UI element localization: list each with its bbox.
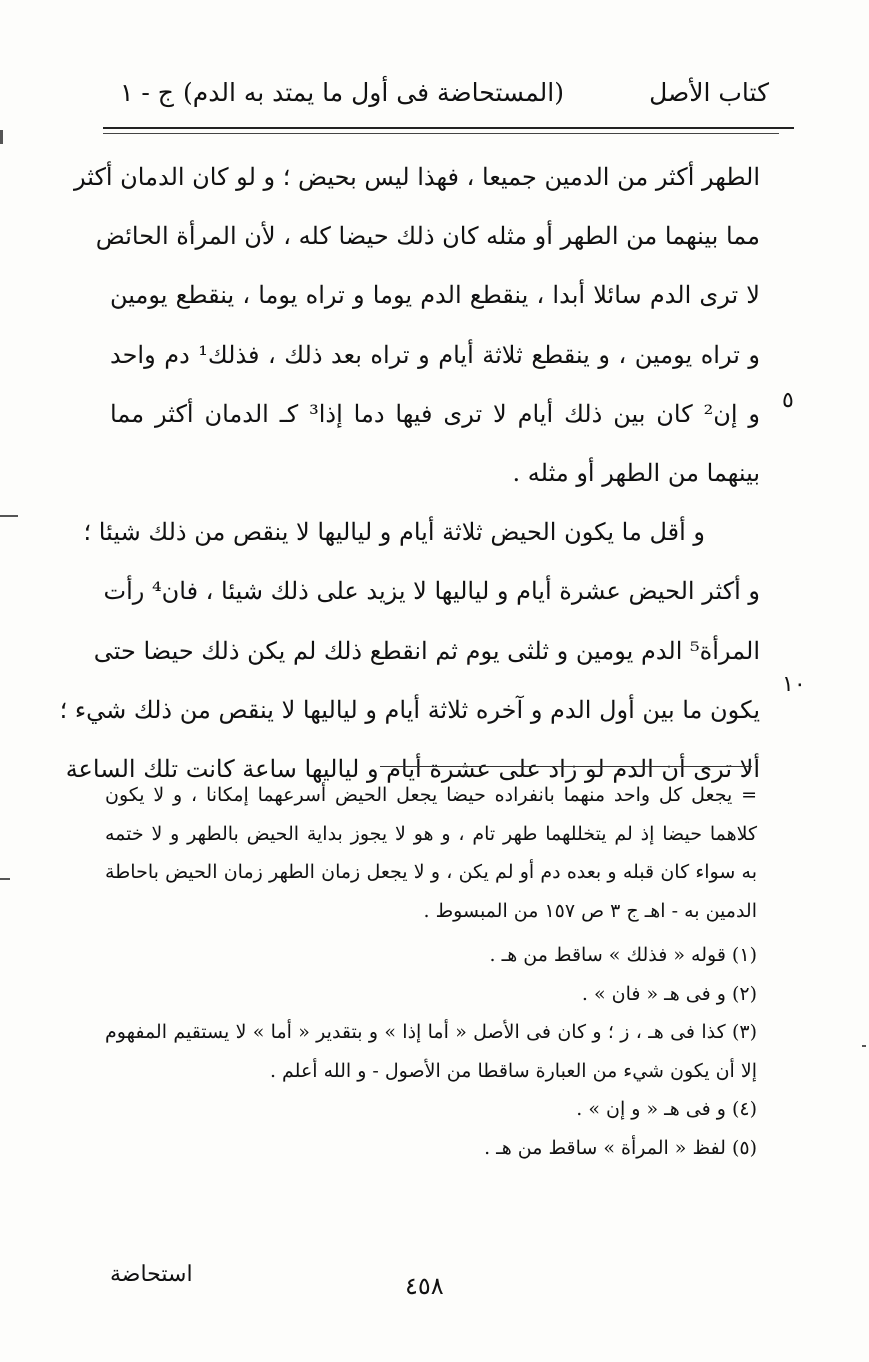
footnote-1: (١) قوله « فذلك » ساقط من هـ . [489,944,757,966]
chapter-title: (المستحاضة فى أول ما يمتد به الدم) [182,78,564,107]
text-line: و تراه يومين ، و ينقطع ثلاثة أيام و تراه بعد ذلك ، فذلك¹ دم واحد [110,340,760,369]
text-line: و أقل ما يكون الحيض ثلاثة أيام و لياليها لا ينقص من ذلك شيئا ؛ [83,518,705,547]
commentary-line: = يجعل كل واحد منهما بانفراده حيضا يجعل الحيض أسرعهما إمكانا ، و لا يكون [105,784,757,806]
footnotes-block [105,776,757,1167]
text-line: بينهما من الطهر أو مثله . [512,458,760,487]
scan-mark [0,878,10,880]
page-number: ٤٥٨ [405,1272,444,1300]
line-number-10: ١٠ [782,672,806,697]
text-line: ألا ترى أن الدم لو زاد على عشرة أيام و لياليها ساعة كانت تلك الساعة [65,754,760,783]
text-line: المرأة⁵ الدم يومين و ثلثى يوم ثم انقطع ذلك لم يكن ذلك حيضا حتى [93,636,760,665]
commentary-line: الدمين به - اهـ ج ٣ ص ١٥٧ من المبسوط . [423,899,757,922]
text-line: لا ترى الدم سائلا أبدا ، ينقطع الدم يوما و تراه يوما ، ينقطع يومين [110,281,760,310]
running-header [105,78,769,124]
commentary-line: كلاهما حيضا إذ لم يتخللهما طهر تام ، و هو لا يجوز بداية الحيض بالطهر و لا ختمه [105,822,757,845]
scan-mark [0,515,18,517]
line-number-5: ٥ [782,388,794,413]
header-rule [103,127,794,129]
footnote-separator [380,766,752,767]
footnote-3: (٣) كذا فى هـ ، ز ؛ و كان فى الأصل « أما إذا » و بتقدير « أما » لا يستقيم المفهوم [105,1021,757,1043]
book-title: كتاب الأصل [649,78,769,107]
scan-mark [862,1045,866,1047]
commentary-line: به سواء كان قبله و بعده دم أو لم يكن ، و لا يجعل زمان الطهر زمان الحيض باحاطة [105,861,757,883]
text-line: يكون ما بين أول الدم و آخره ثلاثة أيام و لياليها لا ينقص من ذلك شيء ؛ [59,695,760,724]
main-text [59,148,760,799]
text-line: و أكثر الحيض عشرة أيام و لياليها لا يزيد على ذلك شيئا ، فان⁴ رأت [103,577,760,606]
text-line: مما بينهما من الطهر أو مثله كان ذلك حيضا كله ، لأن المرأة الحائض [95,222,760,251]
text-line: الطهر أكثر من الدمين جميعا ، فهذا ليس بحيض ؛ و لو كان الدمان أكثر [73,163,760,191]
scan-mark [0,130,3,144]
footnote-4: (٤) و فى هـ « و إن » . [576,1098,757,1120]
header-rule-thin [103,133,779,134]
volume-label: ج - ١ [120,78,174,107]
footnote-5: (٥) لفظ « المرأة » ساقط من هـ . [484,1136,757,1159]
catchword: استحاضة [110,1262,193,1287]
footnote-2: (٢) و فى هـ « فان » . [581,982,757,1005]
page-footer [0,1262,869,1302]
footnote-3-cont: إلا أن يكون شيء من العبارة ساقطا من الأصول - و الله أعلم . [269,1059,757,1082]
text-line: و إن² كان بين ذلك أيام لا ترى فيها دما إذا³ كـ الدمان أكثر مما [110,399,760,428]
